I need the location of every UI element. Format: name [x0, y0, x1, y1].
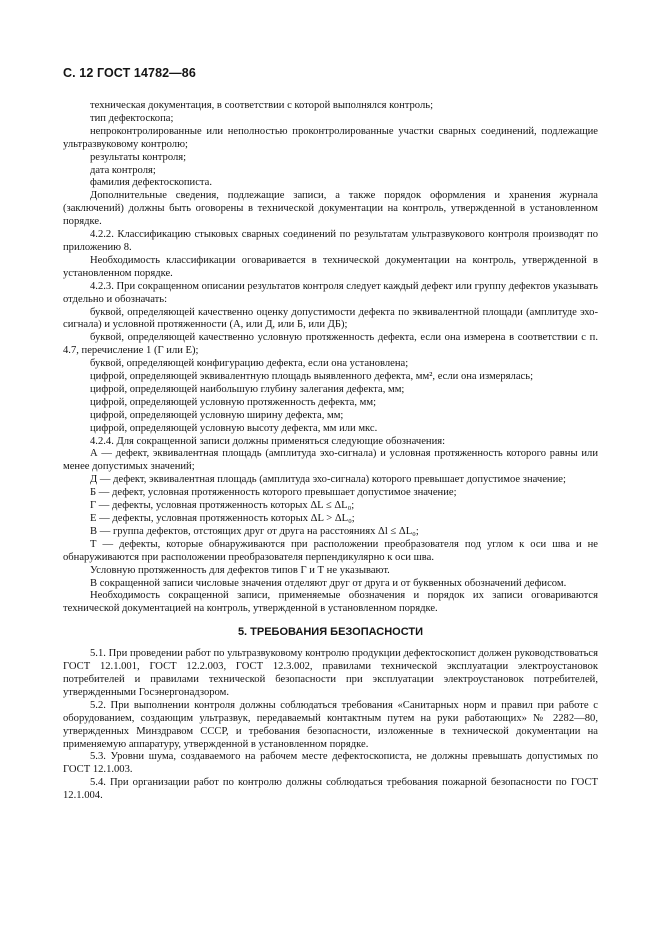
designation-item: Б — дефект, условная протяженность которого превышает допустимое значение;	[90, 487, 457, 499]
list-item: цифрой, определяющей наибольшую глубину залегания дефекта, мм;	[90, 383, 405, 395]
paragraph: Дополнительные сведения, подлежащие записи, а также порядок оформления и хранения журнала (заключений) должны быть оговорены в технической документации на контроль, утвержденной в установленном порядке.	[63, 190, 598, 228]
paragraph: Необходимость сокращенной записи, применяемые обозначения и порядок их записи оговариваются технической документацией на контроль, утвержденной в установленном порядке.	[63, 590, 598, 615]
list-item: буквой, определяющей качественно оценку допустимости дефекта по эквивалентной площади (амплитуде эхо-сигнала) и условной протяженности (А, или Д, или Б, или ДБ);	[63, 306, 598, 331]
list-item: цифрой, определяющей эквивалентную площадь выявленного дефекта, мм², если она измерялась;	[90, 371, 534, 383]
paragraph: тип дефектоскопа;	[90, 112, 174, 124]
paragraph: Необходимость классификации оговаривается в технической документации на контроль, утвержденной в установленном порядке.	[63, 254, 598, 279]
designation-item: Г — дефекты, условная протяженность которых ΔL ≤ ΔL₀;	[90, 500, 355, 512]
paragraph: непроконтролированные или неполностью проконтролированные участки сварных соединений, подлежащие ультразвуковому контролю;	[63, 125, 598, 150]
paragraph: дата контроля;	[90, 164, 156, 176]
paragraph: фамилия дефектоскописта.	[90, 177, 213, 189]
page-header: С. 12 ГОСТ 14782—86	[63, 66, 196, 80]
designation-item: А — дефект, эквивалентная площадь (амплитуда эхо-сигнала) и условная протяженность которого равны или менее допустимых значений;	[63, 448, 598, 473]
list-item: буквой, определяющей качественно условную протяженность дефекта, если она измерена в соответствии с п. 4.7, перечисление 1 (Г или Е);	[63, 332, 598, 357]
designation-item: В — группа дефектов, отстоящих друг от друга на расстояниях Δl ≤ ΔL₀;	[90, 525, 419, 537]
designation-item: Т — дефекты, которые обнаруживаются при расположении преобразователя под углом к оси шва и не обнаруживаются при расположении преобразователя перпендикулярно к оси шва.	[63, 538, 598, 563]
list-item: цифрой, определяющей условную протяженность дефекта, мм;	[90, 396, 377, 408]
paragraph-5-4: 5.4. При организации работ по контролю должны соблюдаться требования пожарной безопасности по ГОСТ 12.1.004.	[63, 777, 598, 802]
designation-item: Д — дефект, эквивалентная площадь (амплитуда эхо-сигнала) которого превышает допустимое значение;	[90, 474, 566, 486]
list-item: буквой, определяющей конфигурацию дефекта, если она установлена;	[90, 358, 409, 370]
paragraph-5-3: 5.3. Уровни шума, создаваемого на рабочем месте дефектоскописта, не должны превышать допустимых по ГОСТ 12.1.003.	[63, 751, 598, 776]
paragraph-4-2-3: 4.2.3. При сокращенном описании результатов контроля следует каждый дефект или группу дефектов указывать отдельно и обозначать:	[63, 280, 598, 305]
paragraph-4-2-2: 4.2.2. Классификацию стыковых сварных соединений по результатам ультразвукового контроля производят по приложению 8.	[63, 229, 598, 253]
paragraph-4-2-4: 4.2.4. Для сокращенной записи должны применяться следующие обозначения:	[90, 435, 446, 447]
paragraph-5-1: 5.1. При проведении работ по ультразвуковому контролю продукции дефектоскопист должен руководствоваться ГОСТ 12.1.001, ГОСТ 12.2.003, ГОСТ 12.3.002, правилами технической эксплуатации электроустановок потребителей и правилами технической безопасности при эксплуатации электроустановок потребителей, утвержденными Госэнергонадзором.	[63, 648, 598, 698]
paragraph: В сокращенной записи числовые значения отделяют друг от друга и от буквенных обозначений дефисом.	[90, 577, 567, 589]
list-item: цифрой, определяющей условную высоту дефекта, мм или мкс.	[90, 422, 378, 434]
paragraph: техническая документация, в соответствии с которой выполнялся контроль;	[90, 100, 434, 111]
paragraph: Условную протяженность для дефектов типов Г и Т не указывают.	[90, 564, 390, 576]
paragraph-5-2: 5.2. При выполнении контроля должны соблюдаться требования «Санитарных норм и правил при работе с оборудованием, создающим ультразвук, передаваемый контактным путем на руки работающих» № 2282—80, утвержденных Минздравом СССР, и требования безопасности, изложенные в технической документации на применяемую аппаратуру, утвержденной в установленном порядке.	[63, 699, 598, 750]
list-item: цифрой, определяющей условную ширину дефекта, мм;	[90, 409, 344, 421]
designation-item: Е — дефекты, условная протяженность которых ΔL > ΔL₀;	[90, 513, 355, 524]
paragraph: результаты контроля;	[90, 151, 187, 163]
document-body	[63, 100, 598, 803]
section-title: 5. ТРЕБОВАНИЯ БЕЗОПАСНОСТИ	[237, 626, 424, 639]
